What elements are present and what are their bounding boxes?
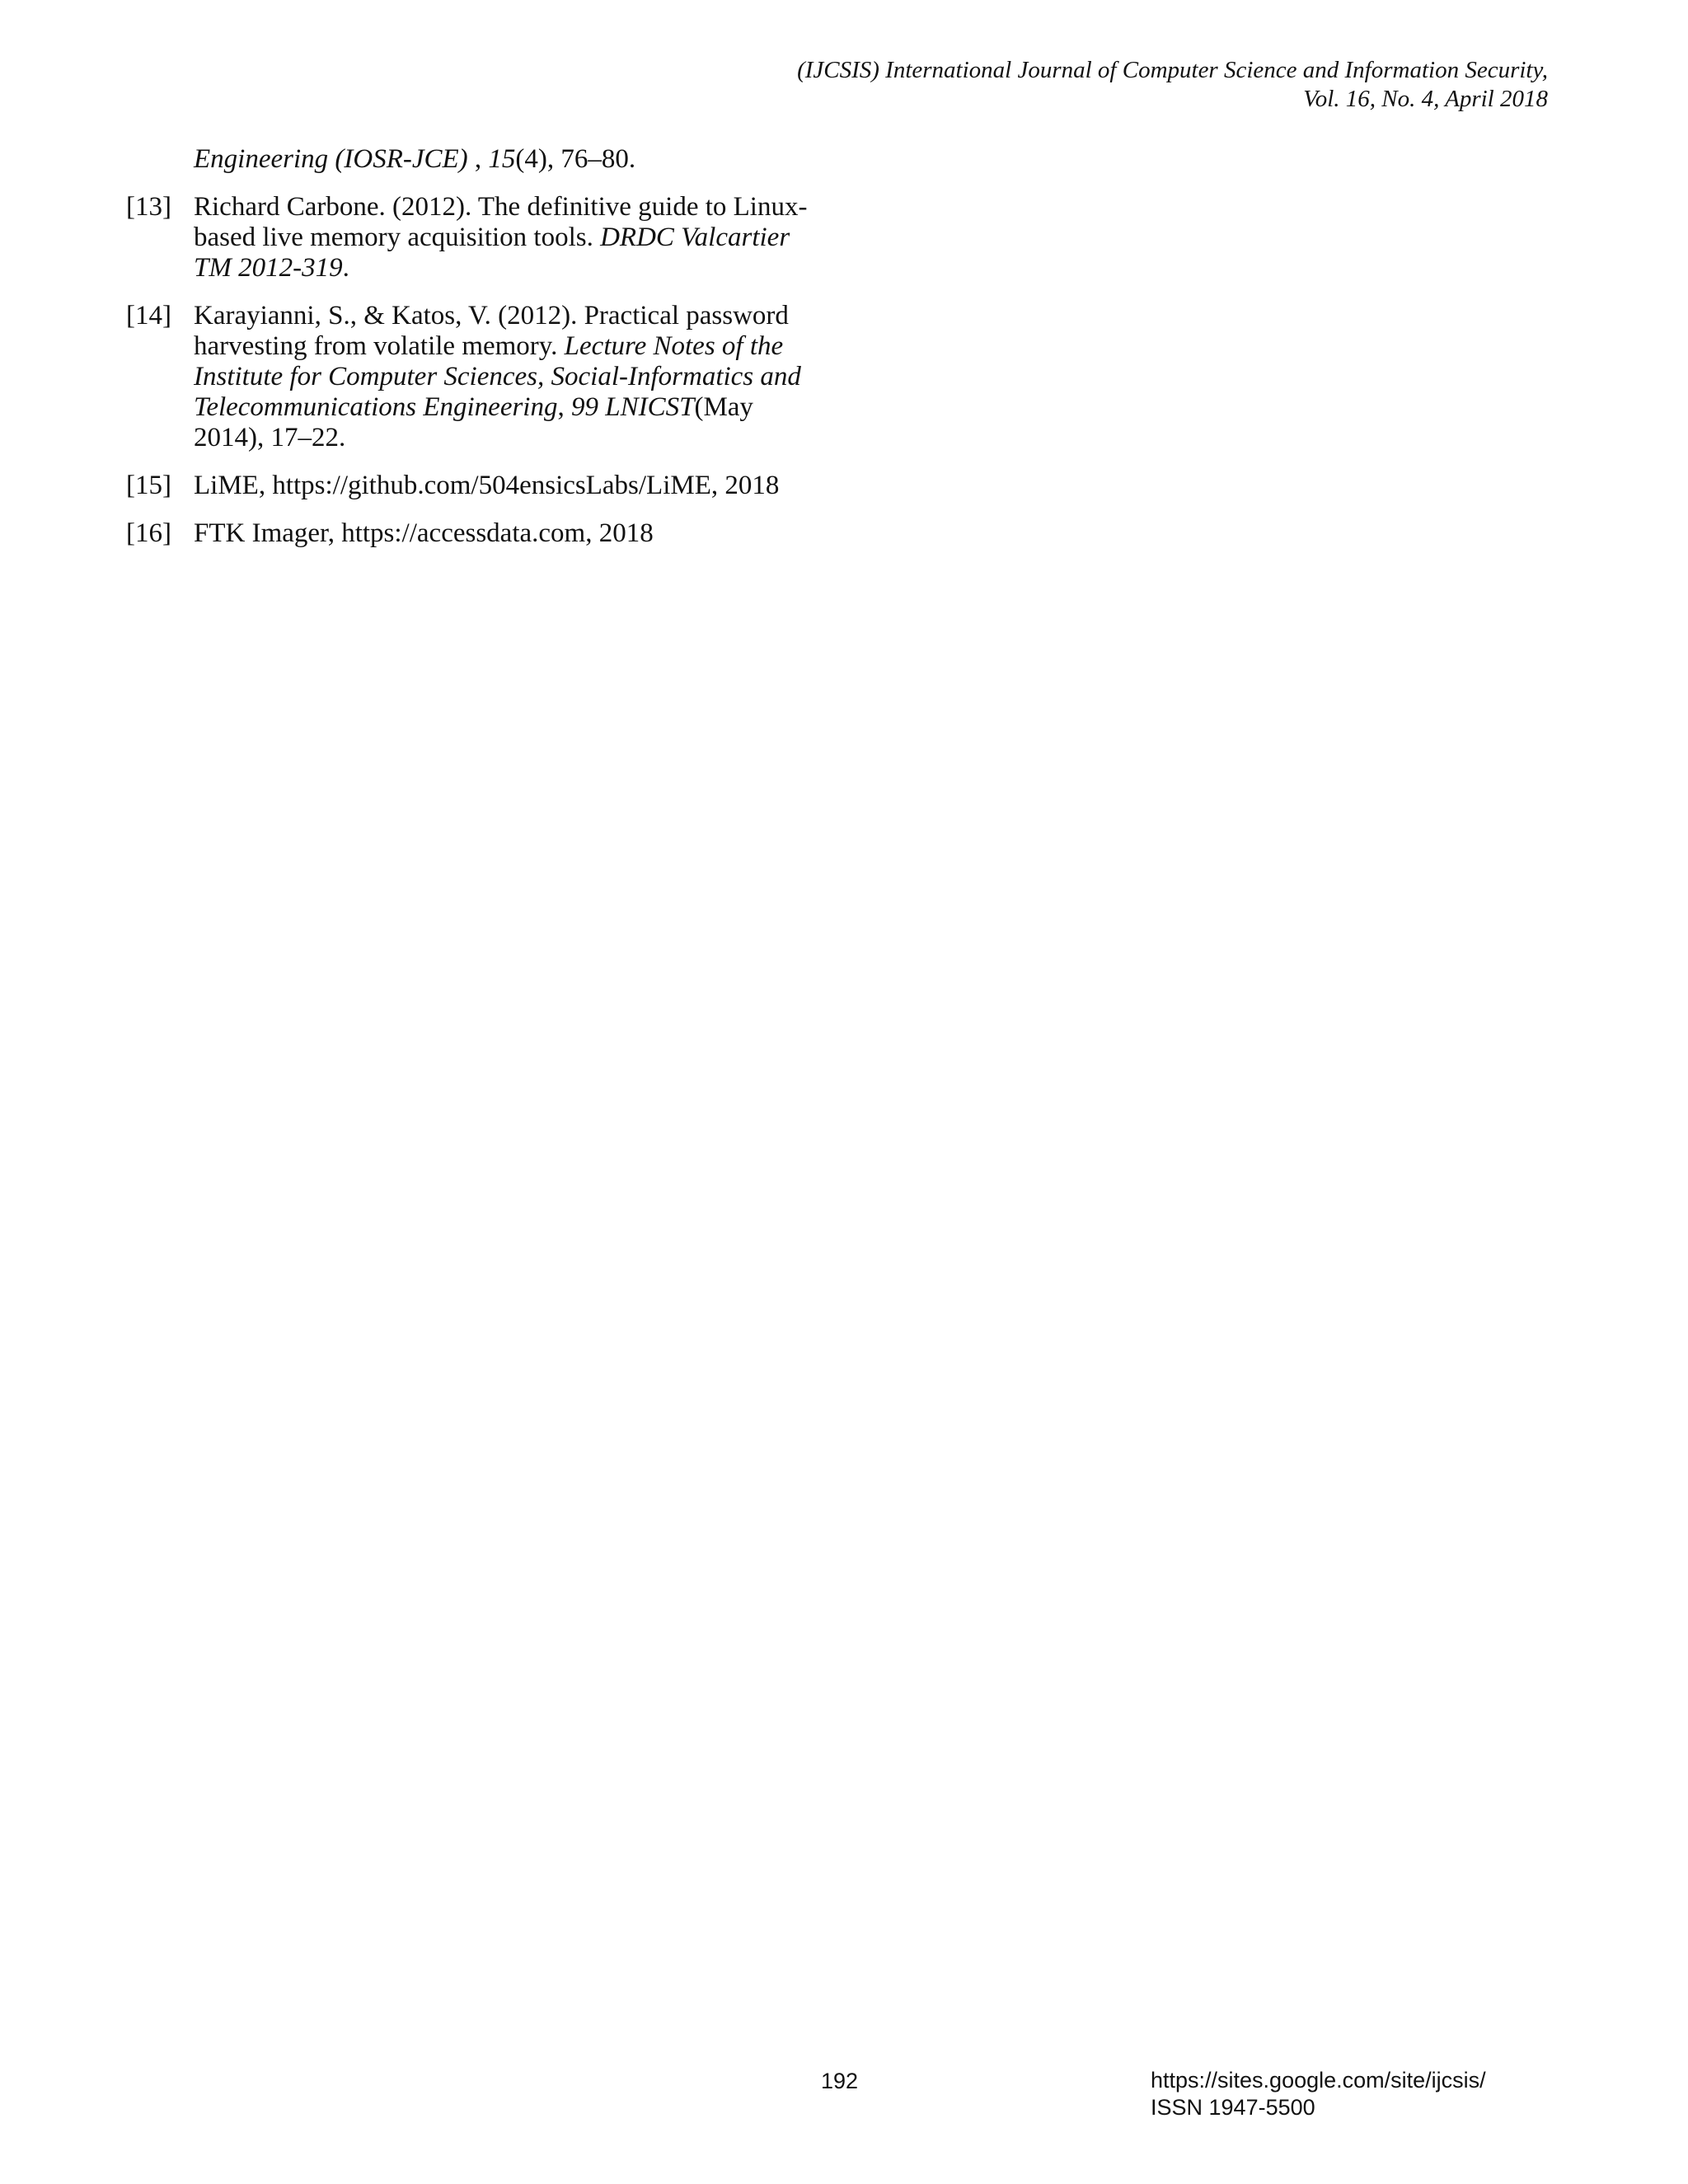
ref14-sep: , <box>557 392 571 422</box>
ref12-sep: , <box>467 144 489 174</box>
ref15-number: [15] <box>126 471 171 500</box>
journal-title-line: (IJCSIS) International Journal of Computer Science and Information Security, <box>797 57 1548 83</box>
reference-15 <box>126 471 843 501</box>
reference-16 <box>126 518 843 549</box>
ref14-text: Karayianni, S., & Katos, V. (2012). Practical password harvesting from volatile memory. <box>194 301 789 361</box>
reference-14 <box>126 301 843 453</box>
footer-url: https://sites.google.com/site/ijcsis/ <box>1151 2068 1486 2093</box>
footer-issn: ISSN 1947-5500 <box>1151 2095 1315 2120</box>
page-number: 192 <box>821 2069 859 2093</box>
references-list <box>126 144 843 566</box>
journal-header <box>797 56 1548 114</box>
ref15-text: LiME, https://github.com/504ensicsLabs/LiME, 2018 <box>194 471 780 500</box>
ref13-source: DRDC Valcartier TM 2012-319 <box>194 223 790 283</box>
ref13-body <box>194 192 843 284</box>
ref13-text: Richard Carbone. (2012). The definitive guide to Linux-based live memory acquisition tools. <box>194 192 808 252</box>
footer-info <box>1151 2067 1486 2121</box>
reference-continuation <box>126 144 843 175</box>
ref14-body <box>194 301 843 453</box>
ref14-source: Lecture Notes of the Institute for Computer Sciences, Social-Informatics and Telecommunications Engineering <box>194 331 801 422</box>
ref14-number: [14] <box>126 301 171 330</box>
ref12-volume: 15 <box>488 144 516 174</box>
reference-13 <box>126 192 843 284</box>
ref12-rest: (4), 76–80. <box>515 144 636 174</box>
ref13-end: . <box>342 253 349 283</box>
ref14-end: (May 2014), 17–22. <box>194 392 753 452</box>
journal-volume-line: Vol. 16, No. 4, April 2018 <box>1303 86 1548 112</box>
ref12-journal: Engineering (IOSR-JCE) <box>194 144 468 174</box>
ref14-volume: 99 LNICST <box>570 392 695 422</box>
ref16-text: FTK Imager, https://accessdata.com, 2018 <box>194 518 654 548</box>
ref13-number: [13] <box>126 192 171 222</box>
ref16-number: [16] <box>126 518 171 548</box>
